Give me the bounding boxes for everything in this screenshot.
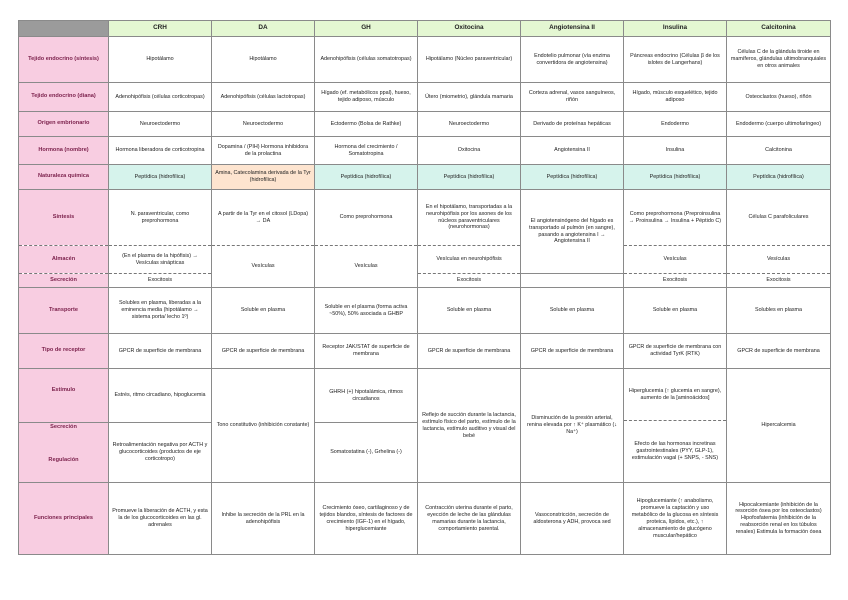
table-cell: Vesículas <box>727 246 831 274</box>
table-cell: Endodermo <box>624 112 727 137</box>
regulacion-label: Regulación <box>48 457 79 464</box>
table-cell: Peptídica (hidrofílica) <box>109 165 212 190</box>
table-cell: Receptor JAK/STAT de superficie de membrana <box>315 334 418 369</box>
table-cell: Hiperglucemia (↑ glucemia en sangre), aumento de la [aminoácidos] <box>624 369 727 421</box>
header-cell: CRH <box>109 21 212 37</box>
row-label: Tipo de receptor <box>19 334 109 369</box>
secrecion-label: Secreción <box>50 424 77 430</box>
table-cell: GHRH (+) hipotalámica, ritmos circadianos <box>315 369 418 423</box>
table-cell: Hormona liberadora de corticotropina <box>109 137 212 165</box>
table-cell: Como preprohormona <box>315 190 418 246</box>
table-cell: El angiotensinógeno del hígado es transportado al pulmón (en sangre), pasando a angiotensina I → Angiotensina II <box>521 190 624 274</box>
table-cell: Insulina <box>624 137 727 165</box>
table-cell: Hipotálamo <box>109 37 212 83</box>
row-origen <box>19 112 831 137</box>
table-cell: Peptídica (hidrofílica) <box>624 165 727 190</box>
table-cell: Soluble en plasma <box>624 288 727 334</box>
row-estimulo <box>19 369 831 421</box>
table-cell: GPCR de superficie de membrana <box>418 334 521 369</box>
table-cell: Hipoglucemiante (↑ anabolismo, promueve la captación y uso metabólico de la glucosa en síntesis proteica, lípidos, etc.), ↑ almacenamiento de glucógeno muscular/hepático <box>624 483 727 555</box>
table-cell: Hipotálamo <box>212 37 315 83</box>
table-cell: Exocitosis <box>418 274 521 288</box>
table-cell: GPCR de superficie de membrana con actividad TyrK (RTK) <box>624 334 727 369</box>
corner-cell <box>19 21 109 37</box>
row-tejido-diana <box>19 83 831 112</box>
row-label: Síntesis <box>19 190 109 246</box>
header-cell: GH <box>315 21 418 37</box>
table-cell: Exocitosis <box>109 274 212 288</box>
header-cell: Oxitocina <box>418 21 521 37</box>
row-label: Tejido endocrino (diana) <box>19 83 109 112</box>
table-cell: Calcitonina <box>727 137 831 165</box>
table-cell: Soluble en plasma <box>212 288 315 334</box>
row-label: Estímulo <box>19 369 109 423</box>
table-cell: Vesículas <box>315 246 418 288</box>
table-cell: Soluble en plasma <box>418 288 521 334</box>
row-almacen <box>19 246 831 274</box>
row-label: Almacén <box>19 246 109 274</box>
table-cell: Reflejo de succión durante la lactancia, estímulo físico del parto, estímulo de la lactancia, estímulo auditivo y visual del bebé <box>418 369 521 483</box>
table-cell: Angiotensina II <box>521 137 624 165</box>
table-cell: Solubles en plasma <box>727 288 831 334</box>
table-cell: Peptídica (hidrofílica) <box>315 165 418 190</box>
row-sintesis <box>19 190 831 246</box>
table-cell: Neuroectodermo <box>109 112 212 137</box>
table-cell: Soluble en plasma <box>521 288 624 334</box>
table-cell: Corteza adrenal, vasos sanguíneos, riñón <box>521 83 624 112</box>
table-cell: Disminución de la presión arterial, renina elevada por ↑ K⁺ plasmático (↓ Na⁺) <box>521 369 624 483</box>
table-cell: Amina, Catecolamina derivada de la Tyr (hidrofílica) <box>212 165 315 190</box>
table-cell: Adenohipófisis (células lactotropas) <box>212 83 315 112</box>
row-label: Transporte <box>19 288 109 334</box>
table-cell: Hipotálamo (Núcleo paraventricular) <box>418 37 521 83</box>
header-cell: Calcitonina <box>727 21 831 37</box>
table-cell: Hipercalcemia <box>727 369 831 483</box>
header-cell: DA <box>212 21 315 37</box>
table-cell: Peptídica (hidrofílica) <box>727 165 831 190</box>
table-cell: Soluble en el plasma (forma activa ~50%), 50% asociada a GHBP <box>315 288 418 334</box>
table-cell: Vesículas en neurohipófisis <box>418 246 521 274</box>
table-cell: Somatostatina (-), Grhelina (-) <box>315 423 418 483</box>
table-cell: Estrés, ritmo circadiano, hipoglucemia <box>109 369 212 423</box>
table-cell: Efecto de las hormonas incretinas gastrointestinales (PYY, GLP-1), estimulación vagal (+ SNPS, - SNS) <box>624 421 727 483</box>
table-cell: GPCR de superficie de membrana <box>212 334 315 369</box>
table-cell: Endotelio pulmonar (vía enzima convertidora de angiotensina) <box>521 37 624 83</box>
table-cell: Retroalimentación negativa por ACTH y glucocorticoides (productos de eje corticotropo) <box>109 423 212 483</box>
table-cell: Contracción uterina durante el parto, eyección de leche de las glándulas mamarias durante la lactancia, comportamiento parental. <box>418 483 521 555</box>
table-cell: Inhibe la secreción de la PRL en la adenohipófisis <box>212 483 315 555</box>
table-cell: Osteoclastos (hueso), riñón <box>727 83 831 112</box>
table-cell: Vesículas <box>212 246 315 288</box>
header-row <box>19 21 831 37</box>
table-cell: Derivado de proteínas hepáticas <box>521 112 624 137</box>
table-cell: Peptídica (hidrofílica) <box>521 165 624 190</box>
table-cell: Células C de la glándula tiroide en mamíferos, glándulas ultimobranquiales en otros animales <box>727 37 831 83</box>
table-cell: Exocitosis <box>727 274 831 288</box>
table-cell: Tono constitutivo (inhibición constante) <box>212 369 315 483</box>
row-transporte <box>19 288 831 334</box>
table-cell: Células C parafoliculares <box>727 190 831 246</box>
table-cell: Páncreas endocrino (Células β de los islotes de Langerhans) <box>624 37 727 83</box>
table-cell: Peptídica (hidrofílica) <box>418 165 521 190</box>
table-cell: Endodermo (cuerpo ultimofaríngeo) <box>727 112 831 137</box>
table-cell: Hipocalcemiante (inhibición de la resorción ósea por los osteoclastos) Hipofosfatemia (inhibición de la reabsorción renal en los túbulos renales) Estimula la formación ósea <box>727 483 831 555</box>
table-cell: Oxitocina <box>418 137 521 165</box>
table-cell: Como preprohormona (Preproinsulina → Proinsulina → Insulina + Péptido C) <box>624 190 727 246</box>
table-cell: Hormona del crecimiento / Somatotropina <box>315 137 418 165</box>
hormone-comparison-table <box>18 20 831 555</box>
table-cell: Neuroectodermo <box>212 112 315 137</box>
table-cell: Hígado (ef. metabólicos ppal), hueso, tejido adiposo, músculo <box>315 83 418 112</box>
row-tejido-sintesis <box>19 37 831 83</box>
table-cell: Adenohipófisis (células corticotropas) <box>109 83 212 112</box>
row-receptor <box>19 334 831 369</box>
table-cell: N. paraventricular, como preprohormona <box>109 190 212 246</box>
table-cell: Promueve la liberación de ACTH, y esta la de los glucocorticoides en las gl. adrenales <box>109 483 212 555</box>
table-cell: GPCR de superficie de membrana <box>109 334 212 369</box>
table-cell: Solubles en plasma, liberadas a la eminencia media (hipotálamo → sistema porta/ lecho 1º) <box>109 288 212 334</box>
row-funciones <box>19 483 831 555</box>
row-label: Naturaleza química <box>19 165 109 190</box>
table-cell: Exocitosis <box>624 274 727 288</box>
row-naturaleza <box>19 165 831 190</box>
table-cell: GPCR de superficie de membrana <box>521 334 624 369</box>
row-label: Hormona (nombre) <box>19 137 109 165</box>
table-cell: Neuroectodermo <box>418 112 521 137</box>
table-cell: Adenohipófisis (células somatotropas) <box>315 37 418 83</box>
table-cell: Útero (miometrio), glándula mamaria <box>418 83 521 112</box>
header-cell: Angiotensina II <box>521 21 624 37</box>
row-hormona-nombre <box>19 137 831 165</box>
row-label: Funciones principales <box>19 483 109 555</box>
row-label <box>19 423 109 483</box>
table-cell: Hígado, músculo esquelético, tejido adiposo <box>624 83 727 112</box>
table-cell: Ectodermo (Bolsa de Rathke) <box>315 112 418 137</box>
row-label: Origen embrionario <box>19 112 109 137</box>
table-cell <box>521 274 624 288</box>
row-secrecion <box>19 274 831 288</box>
row-label: Tejido endocrino (síntesis) <box>19 37 109 83</box>
table-cell: En el hipotálamo, transportadas a la neurohipófisis por los axones de los núcleos paraventriculares (neurohormonas) <box>418 190 521 246</box>
table-cell: Dopamina / (PIH) Hormona inhibidora de la prolactina <box>212 137 315 165</box>
header-cell: Insulina <box>624 21 727 37</box>
table-cell: Vesículas <box>624 246 727 274</box>
table-cell: (En el plasma de la hipófisis) → Vesículas sinápticas <box>109 246 212 274</box>
table-cell: Crecimiento óseo, cartilaginoso y de tejidos blandos, síntesis de factores de crecimiento (IGF-1) en el hígado, hiperglucemiante <box>315 483 418 555</box>
table-cell: A partir de la Tyr en el citosol (LDopa) → DA <box>212 190 315 246</box>
row-label: Secreción <box>19 274 109 288</box>
table-cell: GPCR de superficie de membrana <box>727 334 831 369</box>
table-cell: Vasoconstricción, secreción de aldosterona y ADH, provoca sed <box>521 483 624 555</box>
